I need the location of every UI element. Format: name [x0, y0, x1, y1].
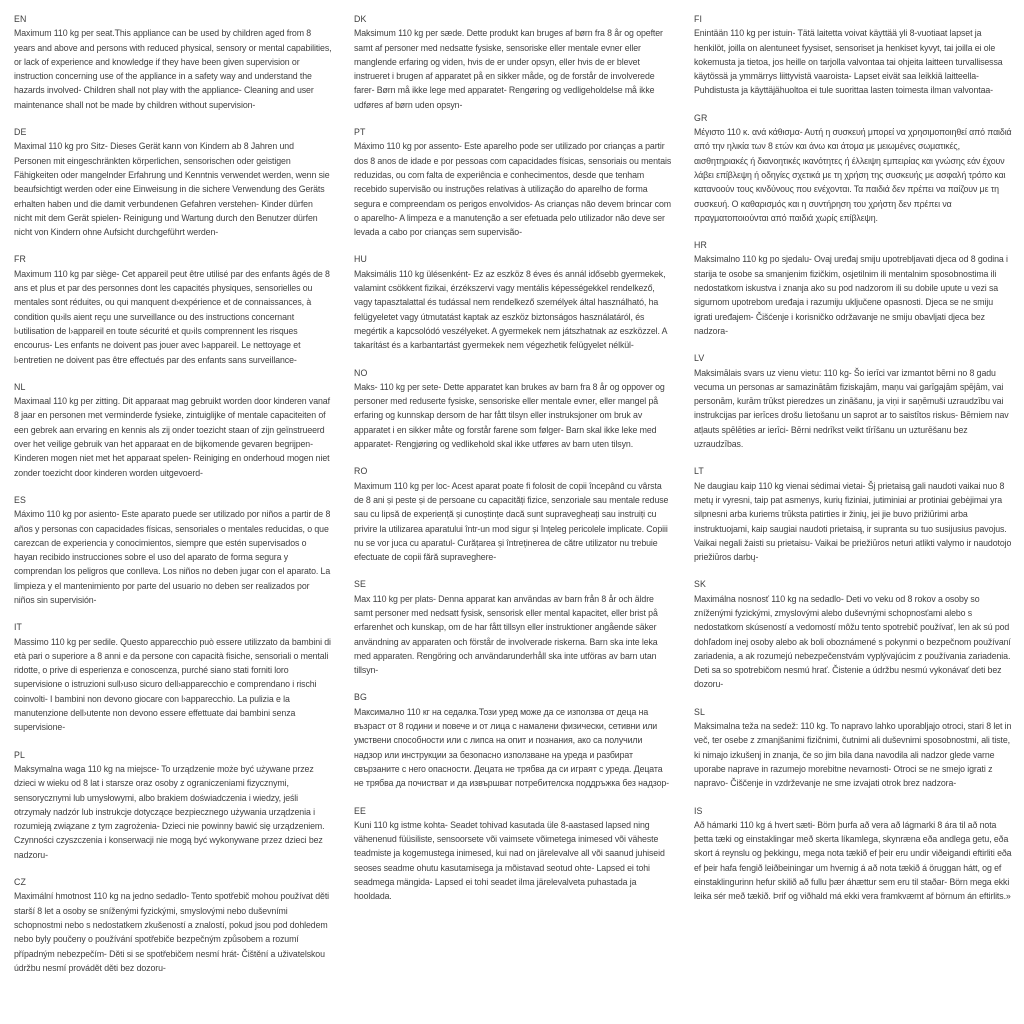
language-paragraph: Maksimalna teža na sedež: 110 kg. To napravo lahko uporabljajo otroci, stari 8 let in več, ter osebe z zmanjšanimi fizičnimi, čutnimi ali duševnimi sposobnostmi, ali tiste, ki nimajo izkušenj in znanja, če so jim bila dana navodila ali nadzor glede varne uporabe naprave in razumejo morebitne nevarnosti- Otroci se ne smejo igrati z napravo- Čiščenje in vzdrževanje ne sme izvajati otrok brez nadzora-	[694, 721, 1012, 789]
language-section-se	[354, 577, 672, 677]
language-section-cz	[14, 875, 332, 975]
language-section-sl	[694, 705, 1012, 791]
language-code-label: LV	[694, 353, 705, 364]
language-paragraph: Maksimum 110 kg per sæde. Dette produkt kan bruges af børn fra 8 år og opefter samt af personer med nedsatte fysiske, sensoriske eller mentale evner eller manglende erfaring og viden, hvis de er under opsyn, eller hvis de er blevet instrueret i brugen af apparatet på en sikker måde, og de forstår de involverede farer- Børn må ikke lege med apparatet- Rengøring og vedligeholdelse må ikke udføres af børn uden opsyn-	[354, 28, 663, 110]
language-section-ro	[354, 464, 672, 564]
language-section-lt	[694, 464, 1012, 564]
language-paragraph: Maks- 110 kg per sete- Dette apparatet kan brukes av barn fra 8 år og oppover og personer med reduserte fysiske, sensoriske eller mentale evner, eller mangel på erfaring og kunnskap dersom de har fått tilsyn eller instruksjoner om bruk av apparatet i en sikker måte og forstår farene som følger- Barn skal ikke leke med apparatet- Rengjøring og vedlikehold skal ikke utføres av barn uten tilsyn.	[354, 381, 665, 450]
language-paragraph: Maximálna nosnosť 110 kg na sedadlo- Deti vo veku od 8 rokov a osoby so zníženými fyzickými, zmyslovými alebo duševnými schopnosťami alebo s nedostatkom skúseností a vedomostí môžu tento spotrebič používať, len ak sú pod dohľadom inej osoby alebo ak boli oboznámené s pokynmi o bezpečnom používaní zariadenia, a ak rozumejú nebezpečenstvám vyplývajúcim z používania zariadenia. Deti sa so spotrebičom nesmú hrať. Čistenie a údržbu nesmú vykonávať deti bez dozoru-	[694, 593, 1011, 690]
language-section-dk	[354, 12, 672, 112]
language-section-gr	[694, 111, 1012, 225]
language-section-lv	[694, 351, 1012, 451]
language-paragraph: Max 110 kg per plats- Denna apparat kan användas av barn från 8 år och äldre samt personer med nedsatt fysisk, sensorisk eller mental kapacitet, eller brist på erfarenhet och kunskap, om de har fått tillsyn eller instruktioner angående säker användning av apparaten och förstår de involverade riskerna. Barn ska inte leka med apparaten. Rengöring och användarunderhåll ska inte utföras av barn utan tillsyn-	[354, 593, 658, 676]
language-section-hu	[354, 252, 672, 352]
language-paragraph: Максимално 110 кг на седалка.Този уред може да се използва от деца на възраст от 8 години и повече и от лица с намалени физически, сетивни или умствени способности или с липса на опит и познания, ако са получили надзор или инструкции за безопасно използване на уреда и разбират свързаните с него опасности. Децата не трябва да си играят с уреда. Децата не трябва да почистват и да извършват потребителска поддръжка без надзор-	[354, 706, 669, 789]
language-code-label: IS	[694, 805, 703, 816]
language-section-it	[14, 620, 332, 734]
language-section-fr	[14, 252, 332, 366]
text-column-1	[14, 12, 332, 988]
language-code-label: EE	[354, 805, 366, 816]
language-section-pl	[14, 748, 332, 862]
language-code-label: GR	[694, 112, 708, 123]
language-code-label: HU	[354, 254, 367, 265]
language-paragraph: Maksymalna waga 110 kg na miejsce- To urządzenie może być używane przez dzieci w wieku od 8 lat i starsze oraz osoby z ograniczeniami fizycznymi, sensorycznymi lub umysłowymi, albo brakiem doświadczenia i wiedzy, jeśli otrzymały nadzór lub instrukcje dotyczące bezpiecznego używania urządzenia i rozumieją związane z tym zagrożenia- Dzieci nie powinny bawić się urządzeniem. Czynności czyszczenia i konserwacji nie mogą być wykonywane przez dzieci bez nadzoru-	[14, 763, 325, 860]
language-code-label: LT	[694, 466, 704, 477]
language-section-es	[14, 493, 332, 607]
language-paragraph: Ne daugiau kaip 110 kg vienai sėdimai vietai- Šį prietaisą gali naudoti vaikai nuo 8 metų ir vyresni, taip pat asmenys, kurių fiziniai, jutiminiai ar protiniai gebėjimai yra silpnesni arba kuriems trūksta patirties ir žinių, jei jie buvo prižiūrimi arba instruktuojami, kaip saugiai naudoti prietaisą, ir supranta su tuo susijusius pavojus. Vaikai negali žaisti su prietaisu- Vaikai be priežiūros neturi atlikti valymo ir naudotojo priežiūros darbų-	[694, 480, 1012, 563]
language-paragraph: Maximum 110 kg per seat.This appliance can be used by children aged from 8 years and above and persons with reduced physical, sensory or mental capabilities, or lack of experience and knowledge if they have been given supervision or instruction concerning use of the appliance in a safety way and understand the hazards involved- Children shall not play with the appliance- Cleaning and user maintenance shall not be made by children without supervision-	[14, 28, 332, 110]
language-paragraph: Að hámarki 110 kg á hvert sæti- Börn þurfa að vera að lágmarki 8 ára til að nota þetta tæki og einstaklingar með skerta líkamlega, skynræna eða andlega getu, eða skort á reynslu og þekkingu, mega nota tækið ef þeir eru undir viðeigandi eftirliti eða ef þeir hafa fengið leiðbeiningar um hvernig á að nota tækið á öruggan hátt, og ef einstaklingurinn hefur skilið að fullu þær áhættur sem eru til staðar- Börn mega ekki leika sér með tækið. Þrif og viðhald má ekki vera framkvæmt af börnum án eftirlits.»	[694, 819, 1012, 902]
language-section-bg	[354, 690, 672, 790]
language-section-sk	[694, 577, 1012, 691]
language-paragraph: Máximo 110 kg por asiento- Este aparato puede ser utilizado por niños a partir de 8 años y personas con capacidades físicas, sensoriales o mentales reducidas, o que carezcan de experiencia y conocimientos, siempre que estén supervisados o hayan recibido instrucciones sobre el uso del aparato de forma segura y comprendan los peligros que conlleva. Los niños no deben jugar con el aparato. La limpieza y el mantenimiento por parte del usuario no deben ser realizados por niños sin supervisión-	[14, 509, 331, 605]
language-code-label: IT	[14, 622, 23, 633]
language-code-label: BG	[354, 692, 367, 703]
language-section-fi	[694, 12, 1012, 98]
language-paragraph: Massimo 110 kg per sedile. Questo apparecchio può essere utilizzato da bambini di età pari o superiore a 8 anni e da persone con capacità fisiche, sensoriali o mentali ridotte, o prive di esperienza e conoscenza, purché siano stati forniti loro supervisione o istruzioni sull›uso sicuro dell›apparecchio e comprendano i rischi coinvolti- I bambini non devono giocare con l›apparecchio. La pulizia e la manutenzione dell›utente non devono essere effettuate dai bambini senza supervisione-	[14, 636, 331, 733]
language-code-label: CZ	[14, 877, 26, 888]
language-paragraph: Kuni 110 kg istme kohta- Seadet tohivad kasutada üle 8-aastased lapsed ning vähenenud füüsiliste, sensoorsete või vaimsete võimetega inimesed või väheste teadmiste ja kogemustega inimesed, kui nad on järelevalve all või saanud juhiseid seoses seadme ohutu kasutamisega ja mõistavad seotud ohte- Lapsed ei tohi seadmega mängida- Lapsed ei tohi seadet ilma järelevalveta puhastada ja hooldada.	[354, 819, 665, 902]
language-section-pt	[354, 125, 672, 239]
language-paragraph: Maximal 110 kg pro Sitz- Dieses Gerät kann von Kindern ab 8 Jahren und Personen mit eingeschränkten körperlichen, sensorischen oder geistigen Fähigkeiten oder mangelnder Erfahrung und Kenntnis verwendet werden, wenn sie beaufsichtigt werden oder eine Einweisung in die sichere Verwendung des Geräts erhalten haben und die damit verbundenen Gefahren verstehen- Kinder dürfen nicht mit dem Gerät spielen- Reinigung und Wartung durch den Benutzer dürfen nicht von Kindern ohne Aufsicht durchgeführt werden-	[14, 141, 330, 238]
language-code-label: PL	[14, 749, 25, 760]
language-code-label: NO	[354, 367, 368, 378]
language-code-label: DE	[14, 127, 27, 138]
language-section-hr	[694, 238, 1012, 338]
text-column-3	[694, 12, 1012, 917]
language-code-label: SL	[694, 706, 705, 717]
language-paragraph: Enintään 110 kg per istuin- Tätä laitetta voivat käyttää yli 8-vuotiaat lapset ja henkilöt, joilla on alentuneet fyysiset, sensoriset ja henkiset kyvyt, tai joilla ei ole kokemusta ja tietoa, jos heille on tarjolla valvontaa tai ohjeita laitteen turvallisessa käytössä ja ymmärrys liittyvistä vaaroista- Lapset eivät saa leikkiä laitteella- Puhdistusta ja käyttäjähuoltoa ei tule suorittaa lasten toimesta ilman valvontaa-	[694, 28, 1003, 96]
document-columns	[14, 12, 1010, 988]
language-code-label: DK	[354, 14, 367, 24]
language-code-label: EN	[14, 14, 27, 24]
language-paragraph: Máximo 110 kg por assento- Este aparelho pode ser utilizado por crianças a partir dos 8 anos de idade e por pessoas com capacidades físicas, sensoriais ou mentais reduzidas, ou com falta de experiência e conhecimentos, desde que tenham recebido supervisão ou instruções relativas à utilização do aparelho de forma segura e compreendam os perigos envolvidos- As crianças não devem brincar com o aparelho- A limpeza e a manutenção a ser efetuada pelo utilizador não deve ser levada a cabo por crianças sem supervisão-	[354, 141, 672, 238]
language-code-label: PT	[354, 127, 366, 138]
language-section-ee	[354, 804, 672, 904]
language-code-label: ES	[14, 494, 26, 505]
language-section-nl	[14, 380, 332, 480]
language-code-label: FI	[694, 14, 703, 24]
language-code-label: RO	[354, 466, 368, 477]
language-code-label: SE	[354, 579, 366, 590]
language-code-label: NL	[14, 381, 26, 392]
language-paragraph: Maximální hmotnost 110 kg na jedno sedadlo- Tento spotřebič mohou používat děti starší 8 let a osoby se sníženými fyzickými, smyslovými nebo duševními schopnostmi nebo s nedostatkem zkušeností a znalostí, pokud jsou pod dohledem nebo byly poučeny o používání spotřebiče bezpečným způsobem a rozumí případným nebezpečím- Děti si se spotřebičem nesmí hrát- Čištění a uživatelskou údržbu nesmí provádět děti bez dozoru-	[14, 891, 330, 973]
language-code-label: SK	[694, 579, 706, 590]
language-paragraph: Maksimalno 110 kg po sjedalu- Ovaj uređaj smiju upotrebljavati djeca od 8 godina i starija te osobe sa smanjenim fizičkim, osjetilnim ili mentalnim sposobnostima ili nedostatkom iskustva i znanja ako su pod nadzorom ili su dobile upute u vezi sa sigurnom upotrebom uređaja i razumiju uključene opasnosti. Djeca se ne smiju igrati uređajem- Čišćenje i korisničko održavanje ne smiju obavljati djeca bez nadzora-	[694, 254, 1008, 336]
language-paragraph: Maksimális 110 kg ülésenként- Ez az eszköz 8 éves és annál idősebb gyermekek, valamint csökkent fizikai, érzékszervi vagy mentális képességekkel rendelkező, vagy tapasztalattal és tudással nem rendelkező személyek által használható, ha felügyeletet vagy útmutatást kaptak az eszköz biztonságos használatáról, és megértik a kapcsolódó veszélyeket. A gyermekek nem játszhatnak az eszközzel. A takarítást és a karbantartást gyermekek nem végezhetik felügyelet nélkül-	[354, 268, 667, 351]
language-paragraph: Maximum 110 kg par siège- Cet appareil peut être utilisé par des enfants âgés de 8 ans et plus et par des personnes dont les capacités physiques, sensorielles ou mentales sont réduites, ou qui manquent d›expérience et de connaissances, à condition qu›ils aient reçu une surveillance ou des instructions concernant l›utilisation de l›appareil en toute sécurité et qu›ils comprennent les risques encourus- Les enfants ne doivent pas jouer avec l›appareil. Le nettoyage et l›entretien ne doivent pas être effectués par des enfants sans surveillance-	[14, 268, 330, 365]
language-section-no	[354, 366, 672, 452]
language-paragraph: Maksimālais svars uz vienu vietu: 110 kg- Šo ierīci var izmantot bērni no 8 gadu vecuma un personas ar samazinātām fiziskajām, maņu vai garīgajām spējām, vai personām, kurām trūkst pieredzes un zināšanu, ja viņi ir saņēmuši uzraudzību vai instrukcijas par ierīces drošu lietošanu un saprot ar to saistītos riskus- Bērniem nav atļauts spēlēties ar ierīci- Bērni nedrīkst veikt tīrīšanu un uzturēšanu bez uzraudzības.	[694, 367, 1009, 450]
language-paragraph: Μέγιστο 110 κ. ανά κάθισμα- Αυτή η συσκευή μπορεί να χρησιμοποιηθεί από παιδιά από την ηλικία των 8 ετών και άνω και άτομα με μειωμένες σωματικές, αισθητηριακές ή διανοητικές ικανότητες ή έλλειψη εμπειρίας και γνώσης εάν έχουν λάβει επίβλεψη ή οδηγίες σχετικά με τη χρήση της συσκευής με ασφαλή τρόπο και κατανοούν τους κινδύνους που ενέχονται. Τα παιδιά δεν πρέπει να παίζουν με τη συσκευή. Ο καθαρισμός και η συντήρηση του χρήστη δεν πρέπει να πραγματοποιούνται από παιδιά χωρίς επίβλεψη.	[694, 127, 1012, 223]
language-paragraph: Maximaal 110 kg per zitting. Dit apparaat mag gebruikt worden door kinderen vanaf 8 jaar en personen met verminderde fysieke, zintuiglijke of mentale capaciteiten of een gebrek aan ervaring en kennis als zij onder toezicht staan of zijn geïnstrueerd over het veilige gebruik van het apparaat en de bijkomende gevaren begrijpen- Kinderen mogen niet met het apparaat spelen- Reiniging en onderhoud mogen niet zonder toezicht door kinderen worden uitgevoerd-	[14, 396, 330, 478]
language-code-label: FR	[14, 254, 26, 265]
language-section-en	[14, 12, 332, 112]
text-column-2	[354, 12, 672, 917]
language-section-de	[14, 125, 332, 239]
language-section-is	[694, 804, 1012, 904]
language-paragraph: Maximum 110 kg per loc- Acest aparat poate fi folosit de copii începând cu vârsta de 8 ani și peste și de persoane cu capacități fizice, senzoriale sau mentale reduse sau cu lipsă de experiență și cunoștințe dacă sunt supravegheați sau instruiți cu privire la utilizarea aparatului într-un mod sigur și înțeleg pericolele implicate. Copiii nu se vor juca cu aparatul- Curățarea și întreținerea de către utilizator nu trebuie efectuate de copii fără supraveghere-	[354, 480, 669, 563]
language-code-label: HR	[694, 240, 707, 251]
